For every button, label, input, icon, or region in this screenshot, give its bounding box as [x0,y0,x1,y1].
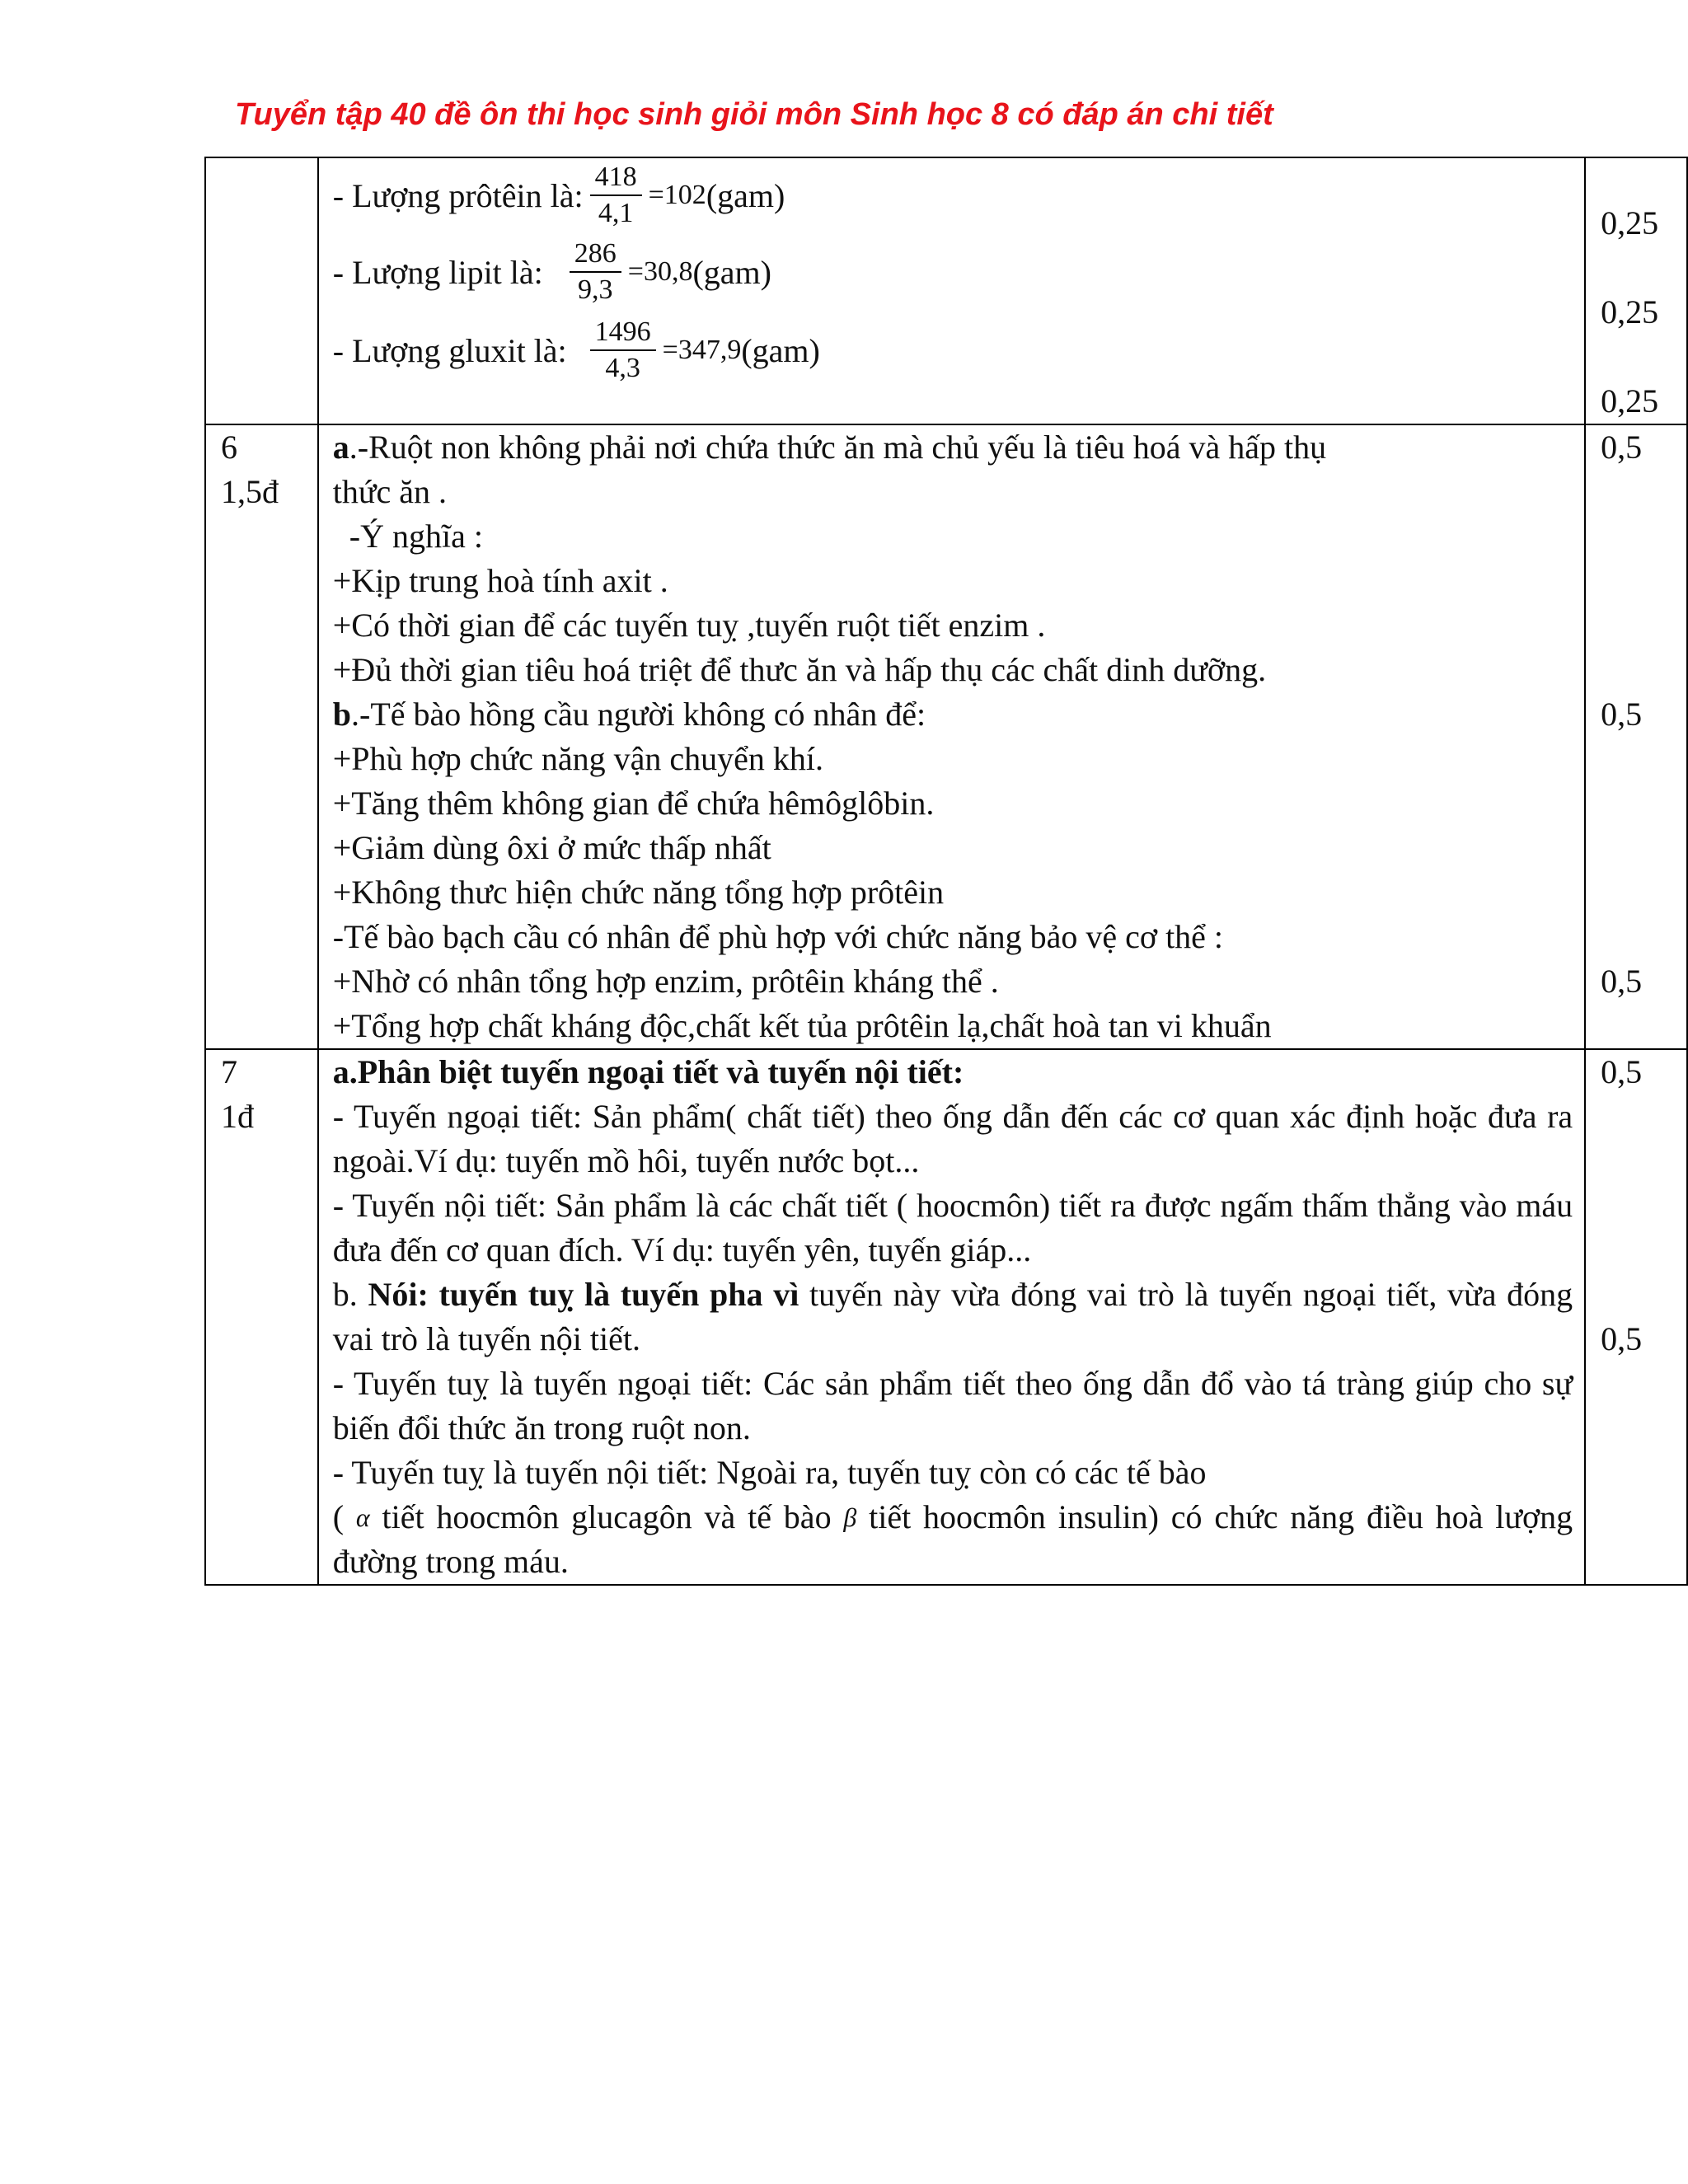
list-item: +Có thời gian để các tuyến tuỵ ,tuyến ruột tiết enzim . [332,607,1046,644]
points-value: 0,25 [1601,204,1659,241]
points-cell [1585,157,1687,424]
points-value: 0,5 [1601,963,1643,1000]
list-item: +Nhờ có nhân tổng hợp enzim, prôtêin kháng thể . [332,963,999,1000]
list-item: -Tế bào bạch cầu có nhân để phù hợp với chức năng bảo vệ cơ thể : [332,918,1224,955]
table-row [205,157,1687,424]
content-cell [318,157,1585,424]
question-number: 6 [221,429,237,466]
formula-protein: - Lượng prôtêin là: $\frac{418}{4,1}$ =102 (gam) [333,158,1574,232]
points-value: 0,25 [1601,382,1659,419]
alpha-symbol: α [355,1502,370,1532]
table-row [205,1049,1687,1585]
points-value: 0,25 [1601,293,1659,330]
document-header-title: Tuyển tập 40 đề ôn thi học sinh giỏi môn Sinh học 8 có đáp án chi tiết [235,97,1273,132]
points-value: 0,5 [1601,429,1643,466]
table-row [205,424,1687,1049]
fraction: $\frac{286}{9,3}$ [570,237,621,307]
points-cell [1585,1049,1687,1585]
fraction: $\frac{1496}{4,3}$ [590,315,656,386]
beta-symbol: β [843,1502,857,1532]
list-item: +Đủ thời gian tiêu hoá triệt để thưc ăn và hấp thụ các chất dinh dưỡng. [332,651,1267,688]
list-item: +Tăng thêm không gian để chứa hêmôglôbin. [332,785,935,822]
points-value: 0,5 [1601,1320,1643,1357]
list-item: +Phù hợp chức năng vận chuyển khí. [332,740,824,777]
question-number: 7 [221,1053,237,1090]
list-item: +Không thưc hiện chức năng tổng hợp prôtêin [332,874,945,911]
list-item: +Tổng hợp chất kháng độc,chất kết tủa prôtêin lạ,chất hoà tan vi khuẩn [332,1007,1272,1044]
content-cell: a.Phân biệt tuyến ngoại tiết và tuyến nội tiết: - Tuyến ngoại tiết: Sản phẩm( chất tiết) theo ống dẫn đến các cơ quan xác định hoặc đưa ra ngoài.Ví dụ: tuyến mồ hôi, tuyến nước bọt... - Tuyến nội tiết: Sản phẩm là các chất tiết ( hoocmôn) tiết ra được ngấm thấm thẳng vào máu đưa đến cơ quan đích. Ví dụ: tuyến yên, tuyến giáp... b. Nói: tuyến tuỵ là tuyến pha vì tuyến này vừa đóng vai trò là tuyến ngoại tiết, vừa đóng vai trò là tuyến nội tiết. - Tuyến tuỵ là tuyến ngoại tiết: Các sản phẩm tiết theo ống dẫn đổ vào tá tràng giúp cho sự biến đổi thức ăn trong ruột non. - Tuyến tuỵ là tuyến nội tiết: Ngoài ra, tuyến tuỵ còn có các tế bào ( $^\alpha$ tiết hoocmôn glucagôn và tế bào $^\beta$ tiết hoocmôn insulin) có chức năng điều hoà lượng đường trong máu. [318,1049,1585,1585]
points-value: 0,5 [1601,696,1643,733]
answer-table [204,157,1688,1586]
question-points: 1đ [221,1098,254,1135]
points-value: 0,5 [1601,1053,1643,1090]
formula-gluxit: - Lượng gluxit là: $\frac{1496}{4,3}$ =347,9 (gam) [333,312,1574,389]
question-cell [205,1049,318,1585]
formula-lipit: - Lượng lipit là: $\frac{286}{9,3}$ =30,8 (gam) [333,232,1574,312]
list-item: +Kịp trung hoà tính axit . [332,562,668,599]
content-cell: a.-Ruột non không phải nơi chứa thức ăn mà chủ yếu là tiêu hoá và hấp thụ thức ăn . -Ý nghĩa : +Kịp trung hoà tính axit . +Có thời gian để các tuyến tuỵ ,tuyến ruột tiết enzim . +Đủ thời gian tiêu hoá triệt để thưc ăn và hấp thụ các chất dinh dưỡng. b.-Tế bào hồng cầu người không có nhân để: +Phù hợp chức năng vận chuyển khí. +Tăng thêm không gian để chứa hêmôglôbin. +Giảm dùng ôxi ở mức thấp nhất +Không thưc hiện chức năng tổng hợp prôtêin -Tế bào bạch cầu có nhân để phù hợp với chức năng bảo vệ cơ thể : +Nhờ có nhân tổng hợp enzim, prôtêin kháng thể . +Tổng hợp chất kháng độc,chất kết tủa prôtêin lạ,chất hoà tan vi khuẩn [318,424,1585,1049]
fraction: $\frac{418}{4,1}$ [590,160,642,231]
question-points: 1,5đ [221,473,279,510]
list-item: +Giảm dùng ôxi ở mức thấp nhất [332,829,771,866]
points-cell [1585,424,1687,1049]
question-cell [205,424,318,1049]
question-cell [205,157,318,424]
